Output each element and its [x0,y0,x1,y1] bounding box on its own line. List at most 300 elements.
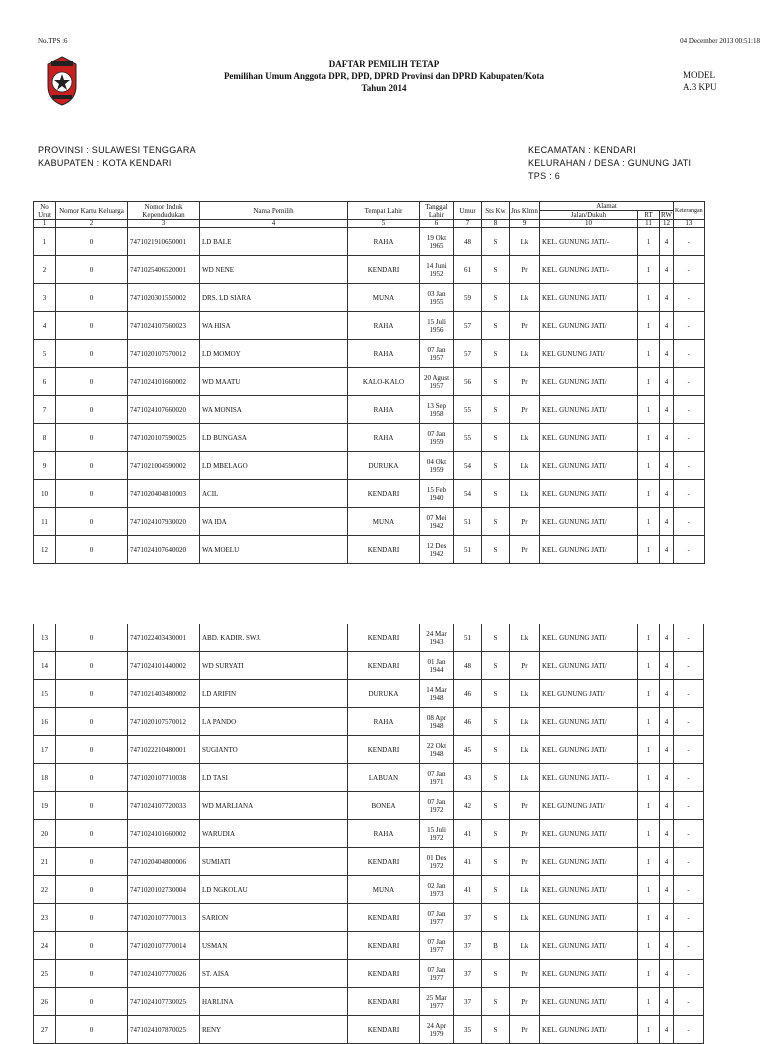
gender: Lk [510,876,540,904]
birth-year: 1940 [429,493,444,502]
gender: Lk [510,624,540,652]
col-rw: RW [661,211,672,219]
voter-row [34,708,704,736]
row-number: 3 [34,284,56,312]
birth-date [420,792,454,820]
birth-place: RAHA [348,396,420,424]
age: 46 [454,680,482,708]
voter-row [34,340,705,368]
kk-number: 0 [56,792,128,820]
marital-status: S [482,424,510,452]
age: 48 [454,652,482,680]
kk-number: 0 [56,340,128,368]
birth-year: 1972 [429,805,444,814]
marital-status: S [482,368,510,396]
address-rt: 1 [638,680,660,708]
col-keterangan: Keterangan [674,202,705,220]
voter-row [34,764,704,792]
kelurahan: KELURAHAN / DESA : GUNUNG JATI [528,158,692,168]
voter-name: LD BUNGASA [200,424,348,452]
address-rt: 1 [638,452,660,480]
birth-place: KENDARI [348,848,420,876]
address-rt: 1 [638,848,660,876]
voter-name: WA MONISA [200,396,348,424]
birth-date [420,256,454,284]
voter-name: SUGIANTO [200,736,348,764]
birth-year: 1948 [429,693,444,702]
kk-number: 0 [56,396,128,424]
remarks: - [674,1016,704,1044]
remarks: - [674,340,705,368]
nik-number: 7471024101660002 [128,368,200,396]
birth-date [420,452,454,480]
age: 37 [454,932,482,960]
address-rw: 4 [660,904,674,932]
row-number: 21 [34,848,56,876]
birth-day-month: 24 Apr [426,1021,447,1030]
voter-row [34,368,705,396]
kk-number: 0 [56,680,128,708]
address-rw: 4 [660,480,674,508]
row-number: 8 [34,424,56,452]
remarks: - [674,820,704,848]
row-number: 10 [34,480,56,508]
birth-year: 1952 [429,269,444,278]
birth-date [420,680,454,708]
address-rt: 1 [638,508,660,536]
address-rw: 4 [660,396,674,424]
age: 37 [454,988,482,1016]
voter-name: WA HISA [200,312,348,340]
model-line-2: A.3 KPU [683,82,717,92]
age: 54 [454,480,482,508]
address-rw: 4 [660,1016,674,1044]
voter-name: SUMIATI [200,848,348,876]
address-rw: 4 [660,988,674,1016]
col-rt: RT [638,211,660,220]
row-number: 14 [34,652,56,680]
birth-day-month: 14 Mar [426,685,447,694]
row-number: 5 [34,340,56,368]
kk-number: 0 [56,452,128,480]
birth-place: KALO-KALO [348,368,420,396]
age: 54 [454,452,482,480]
birth-date [420,228,454,256]
voter-table-page-2 [33,624,704,1044]
address-rw: 4 [660,228,674,256]
age: 61 [454,256,482,284]
birth-date [420,988,454,1016]
voter-row [34,312,705,340]
birth-place: RAHA [348,424,420,452]
kk-number: 0 [56,624,128,652]
voter-name: WD SURYATI [200,652,348,680]
address-street: KEL. GUNUNG JATI/ [540,396,638,424]
voter-row [34,1016,704,1044]
row-number: 13 [34,624,56,652]
birth-day-month: 15 Juli [427,317,446,326]
birth-date [420,820,454,848]
col-umur: Umur [454,202,482,220]
address-rw: 4 [660,284,674,312]
nik-number: 7471020107570012 [128,340,200,368]
remarks: - [674,312,705,340]
address-rt: 1 [638,256,660,284]
kk-number: 0 [56,284,128,312]
nik-number: 7471024107770026 [128,960,200,988]
marital-status: S [482,340,510,368]
row-number: 16 [34,708,56,736]
kk-number: 0 [56,256,128,284]
col-nomor-kk: Nomor Kartu Keluarga [56,202,128,220]
birth-year: 1948 [429,749,444,758]
voter-row [34,876,704,904]
col-jenis-kelamin: Jns Klmn [510,202,540,220]
address-rw: 4 [660,624,674,652]
address-rt: 1 [638,284,660,312]
birth-date [420,284,454,312]
remarks: - [674,452,705,480]
marital-status: S [482,736,510,764]
birth-year: 1956 [429,325,444,334]
address-rt: 1 [638,792,660,820]
gender: Pr [510,960,540,988]
age: 48 [454,228,482,256]
address-rt: 1 [638,312,660,340]
kk-number: 0 [56,960,128,988]
birth-place: KENDARI [348,652,420,680]
birth-year: 1958 [429,409,444,418]
nik-number: 7471020107770013 [128,904,200,932]
age: 35 [454,1016,482,1044]
row-number: 27 [34,1016,56,1044]
address-street: KEL GUNUNG JATI/ [540,792,638,820]
birth-date [420,536,454,564]
tps: TPS : 6 [528,171,561,181]
age: 37 [454,960,482,988]
gender: Lk [510,480,540,508]
birth-place: KENDARI [348,988,420,1016]
kk-number: 0 [56,424,128,452]
birth-place: RAHA [348,708,420,736]
nik-number: 7471021910650001 [128,228,200,256]
remarks: - [674,508,705,536]
address-rw: 4 [660,452,674,480]
birth-day-month: 02 Jan [427,881,446,890]
marital-status: S [482,764,510,792]
row-number: 19 [34,792,56,820]
gender: Lk [510,340,540,368]
birth-year: 1971 [429,777,444,786]
gender: Lk [510,424,540,452]
row-number: 25 [34,960,56,988]
address-street: KEL. GUNUNG JATI/ [540,652,638,680]
address-street: KEL. GUNUNG JATI/ [540,820,638,848]
address-rt: 1 [638,228,660,256]
birth-day-month: 07 Jan [427,965,446,974]
gender: Pr [510,988,540,1016]
birth-day-month: 13 Sep [426,401,447,410]
gender: Lk [510,284,540,312]
address-street: KEL. GUNUNG JATI/ [540,452,638,480]
birth-day-month: 07 Jan [427,429,446,438]
voter-name: HARLINA [200,988,348,1016]
row-number: 26 [34,988,56,1016]
birth-date [420,312,454,340]
voter-row [34,508,705,536]
address-street: KEL GUNUNG JATI/ [540,680,638,708]
address-rw: 4 [660,820,674,848]
address-street: KEL GUNUNG JATI/ [540,340,638,368]
kk-number: 0 [56,228,128,256]
age: 51 [454,624,482,652]
address-street: KEL. GUNUNG JATI/ [540,876,638,904]
voter-name: WD MARLIANA [200,792,348,820]
col-no-urut: No Urut [34,202,56,220]
birth-date [420,652,454,680]
marital-status: S [482,256,510,284]
gender: Pr [510,312,540,340]
marital-status: S [482,508,510,536]
remarks: - [674,624,704,652]
birth-year: 1977 [429,973,444,982]
marital-status: S [482,1016,510,1044]
remarks: - [674,396,705,424]
birth-year: 1972 [429,833,444,842]
birth-year: 1977 [429,917,444,926]
birth-day-month: 07 Jan [427,769,446,778]
voter-name: LD ARIFIN [200,680,348,708]
nik-number: 7471020107710038 [128,764,200,792]
marital-status: S [482,536,510,564]
kk-number: 0 [56,904,128,932]
nik-number: 7471024101440002 [128,652,200,680]
column-number: 13 [674,220,705,228]
birth-date [420,424,454,452]
birth-date [420,876,454,904]
address-rt: 1 [638,424,660,452]
remarks: - [674,680,704,708]
birth-date [420,708,454,736]
birth-year: 1977 [429,945,444,954]
address-rt: 1 [638,340,660,368]
remarks: - [674,848,704,876]
birth-day-month: 24 Mar [426,629,447,638]
remarks: - [674,228,705,256]
remarks: - [674,708,704,736]
birth-day-month: 14 Juni [426,261,447,270]
address-street: KEL. GUNUNG JATI/ [540,848,638,876]
remarks: - [674,764,704,792]
birth-year: 1942 [429,549,444,558]
voter-row [34,792,704,820]
gender: Lk [510,680,540,708]
birth-day-month: 04 Okt [426,457,447,466]
voter-name: DRS. LD SIARA [200,284,348,312]
age: 57 [454,312,482,340]
kk-number: 0 [56,1016,128,1044]
row-number: 24 [34,932,56,960]
nik-number: 7471025406520001 [128,256,200,284]
col-status-kawin: Sts Kw [482,202,510,220]
row-number: 2 [34,256,56,284]
voter-name: WD MAATU [200,368,348,396]
row-number: 7 [34,396,56,424]
birth-date [420,396,454,424]
gender: Pr [510,256,540,284]
row-number: 20 [34,820,56,848]
address-rt: 1 [638,396,660,424]
remarks: - [674,932,704,960]
row-number: 23 [34,904,56,932]
row-number: 12 [34,536,56,564]
region-info-left [38,144,196,170]
voter-row [34,228,705,256]
kk-number: 0 [56,820,128,848]
region-info-right [528,144,691,183]
address-street: KEL. GUNUNG JATI/ [540,932,638,960]
col-nama: Nama Pemilih [200,202,348,220]
voter-table-page-1 [33,201,705,564]
age: 45 [454,736,482,764]
column-number: 1 [34,220,56,228]
voter-name: LD MOMOY [200,340,348,368]
gender: Lk [510,708,540,736]
kk-number: 0 [56,932,128,960]
marital-status: S [482,820,510,848]
row-number: 9 [34,452,56,480]
age: 41 [454,876,482,904]
nik-number: 7471024101660002 [128,820,200,848]
col-nik: Nomor Induk Kependudukan [128,202,200,220]
birth-year: 1972 [429,861,444,870]
remarks: - [674,904,704,932]
birth-year: 1965 [429,241,444,250]
birth-day-month: 08 Apr [426,713,447,722]
age: 37 [454,904,482,932]
birth-year: 1942 [429,521,444,530]
marital-status: S [482,708,510,736]
address-rw: 4 [660,876,674,904]
marital-status: S [482,480,510,508]
birth-day-month: 07 Jan [427,937,446,946]
marital-status: S [482,848,510,876]
document-subtitle: Pemilihan Umum Anggota DPR, DPD, DPRD Provinsi dan DPRD Kabupaten/Kota [223,71,545,81]
remarks: - [674,424,705,452]
marital-status: B [482,932,510,960]
voter-name: SARION [200,904,348,932]
row-number: 1 [34,228,56,256]
kabupaten: KABUPATEN : KOTA KENDARI [38,158,172,168]
kk-number: 0 [56,652,128,680]
column-number: 11 [638,220,660,228]
voter-name: WD NENE [200,256,348,284]
marital-status: S [482,284,510,312]
kk-number: 0 [56,508,128,536]
voter-name: LD NGKOLAU [200,876,348,904]
address-rt: 1 [638,368,660,396]
voter-row [34,256,705,284]
nik-number: 7471020404800006 [128,848,200,876]
age: 51 [454,508,482,536]
col-jalan: Jalan/Dukuh [540,211,638,220]
birth-year: 1973 [429,889,444,898]
birth-date [420,368,454,396]
column-number-row [34,220,705,228]
voter-name: LD BALE [200,228,348,256]
voter-row [34,988,704,1016]
voter-name: ACIL [200,480,348,508]
row-number: 18 [34,764,56,792]
column-number: 5 [348,220,420,228]
birth-place: KENDARI [348,932,420,960]
address-street: KEL. GUNUNG JATI/ [540,960,638,988]
voter-name: LD TASI [200,764,348,792]
voter-row [34,396,705,424]
birth-place: KENDARI [348,736,420,764]
gender: Pr [510,1016,540,1044]
column-number: 2 [56,220,128,228]
birth-day-month: 01 Jan [427,657,446,666]
birth-place: BONEA [348,792,420,820]
address-street: KEL. GUNUNG JATI/ [540,284,638,312]
nik-number: 7471020301550002 [128,284,200,312]
birth-day-month: 07 Jan [427,797,446,806]
remarks: - [674,736,704,764]
voter-row [34,624,704,652]
remarks: - [674,480,705,508]
address-rt: 1 [638,536,660,564]
column-number: 10 [540,220,638,228]
birth-day-month: 07 Jan [427,345,446,354]
birth-place: RAHA [348,820,420,848]
remarks: - [674,960,704,988]
column-number: 12 [660,220,674,228]
address-rw: 4 [660,736,674,764]
row-number: 6 [34,368,56,396]
age: 42 [454,792,482,820]
col-tempat-lahir: Tempat Lahir [348,202,420,220]
voter-name: USMAN [200,932,348,960]
birth-date [420,904,454,932]
birth-year: 1944 [429,665,444,674]
birth-year: 1948 [429,721,444,730]
address-rw: 4 [660,848,674,876]
voter-name: ABD. KADIR. SWJ. [200,624,348,652]
address-street: KEL. GUNUNG JATI/ [540,508,638,536]
kk-number: 0 [56,988,128,1016]
gender: Pr [510,536,540,564]
gender: Lk [510,452,540,480]
address-rt: 1 [638,652,660,680]
address-rt: 1 [638,480,660,508]
column-number: 6 [420,220,454,228]
column-number: 8 [482,220,510,228]
birth-year: 1957 [429,353,444,362]
marital-status: S [482,680,510,708]
address-rw: 4 [660,932,674,960]
row-number: 11 [34,508,56,536]
birth-day-month: 22 Okt [426,741,447,750]
address-rw: 4 [660,424,674,452]
gender: Lk [510,764,540,792]
kk-number: 0 [56,876,128,904]
marital-status: S [482,452,510,480]
remarks: - [674,988,704,1016]
nik-number: 7471020107590025 [128,424,200,452]
birth-day-month: 20 Agust [423,373,450,382]
birth-date [420,960,454,988]
